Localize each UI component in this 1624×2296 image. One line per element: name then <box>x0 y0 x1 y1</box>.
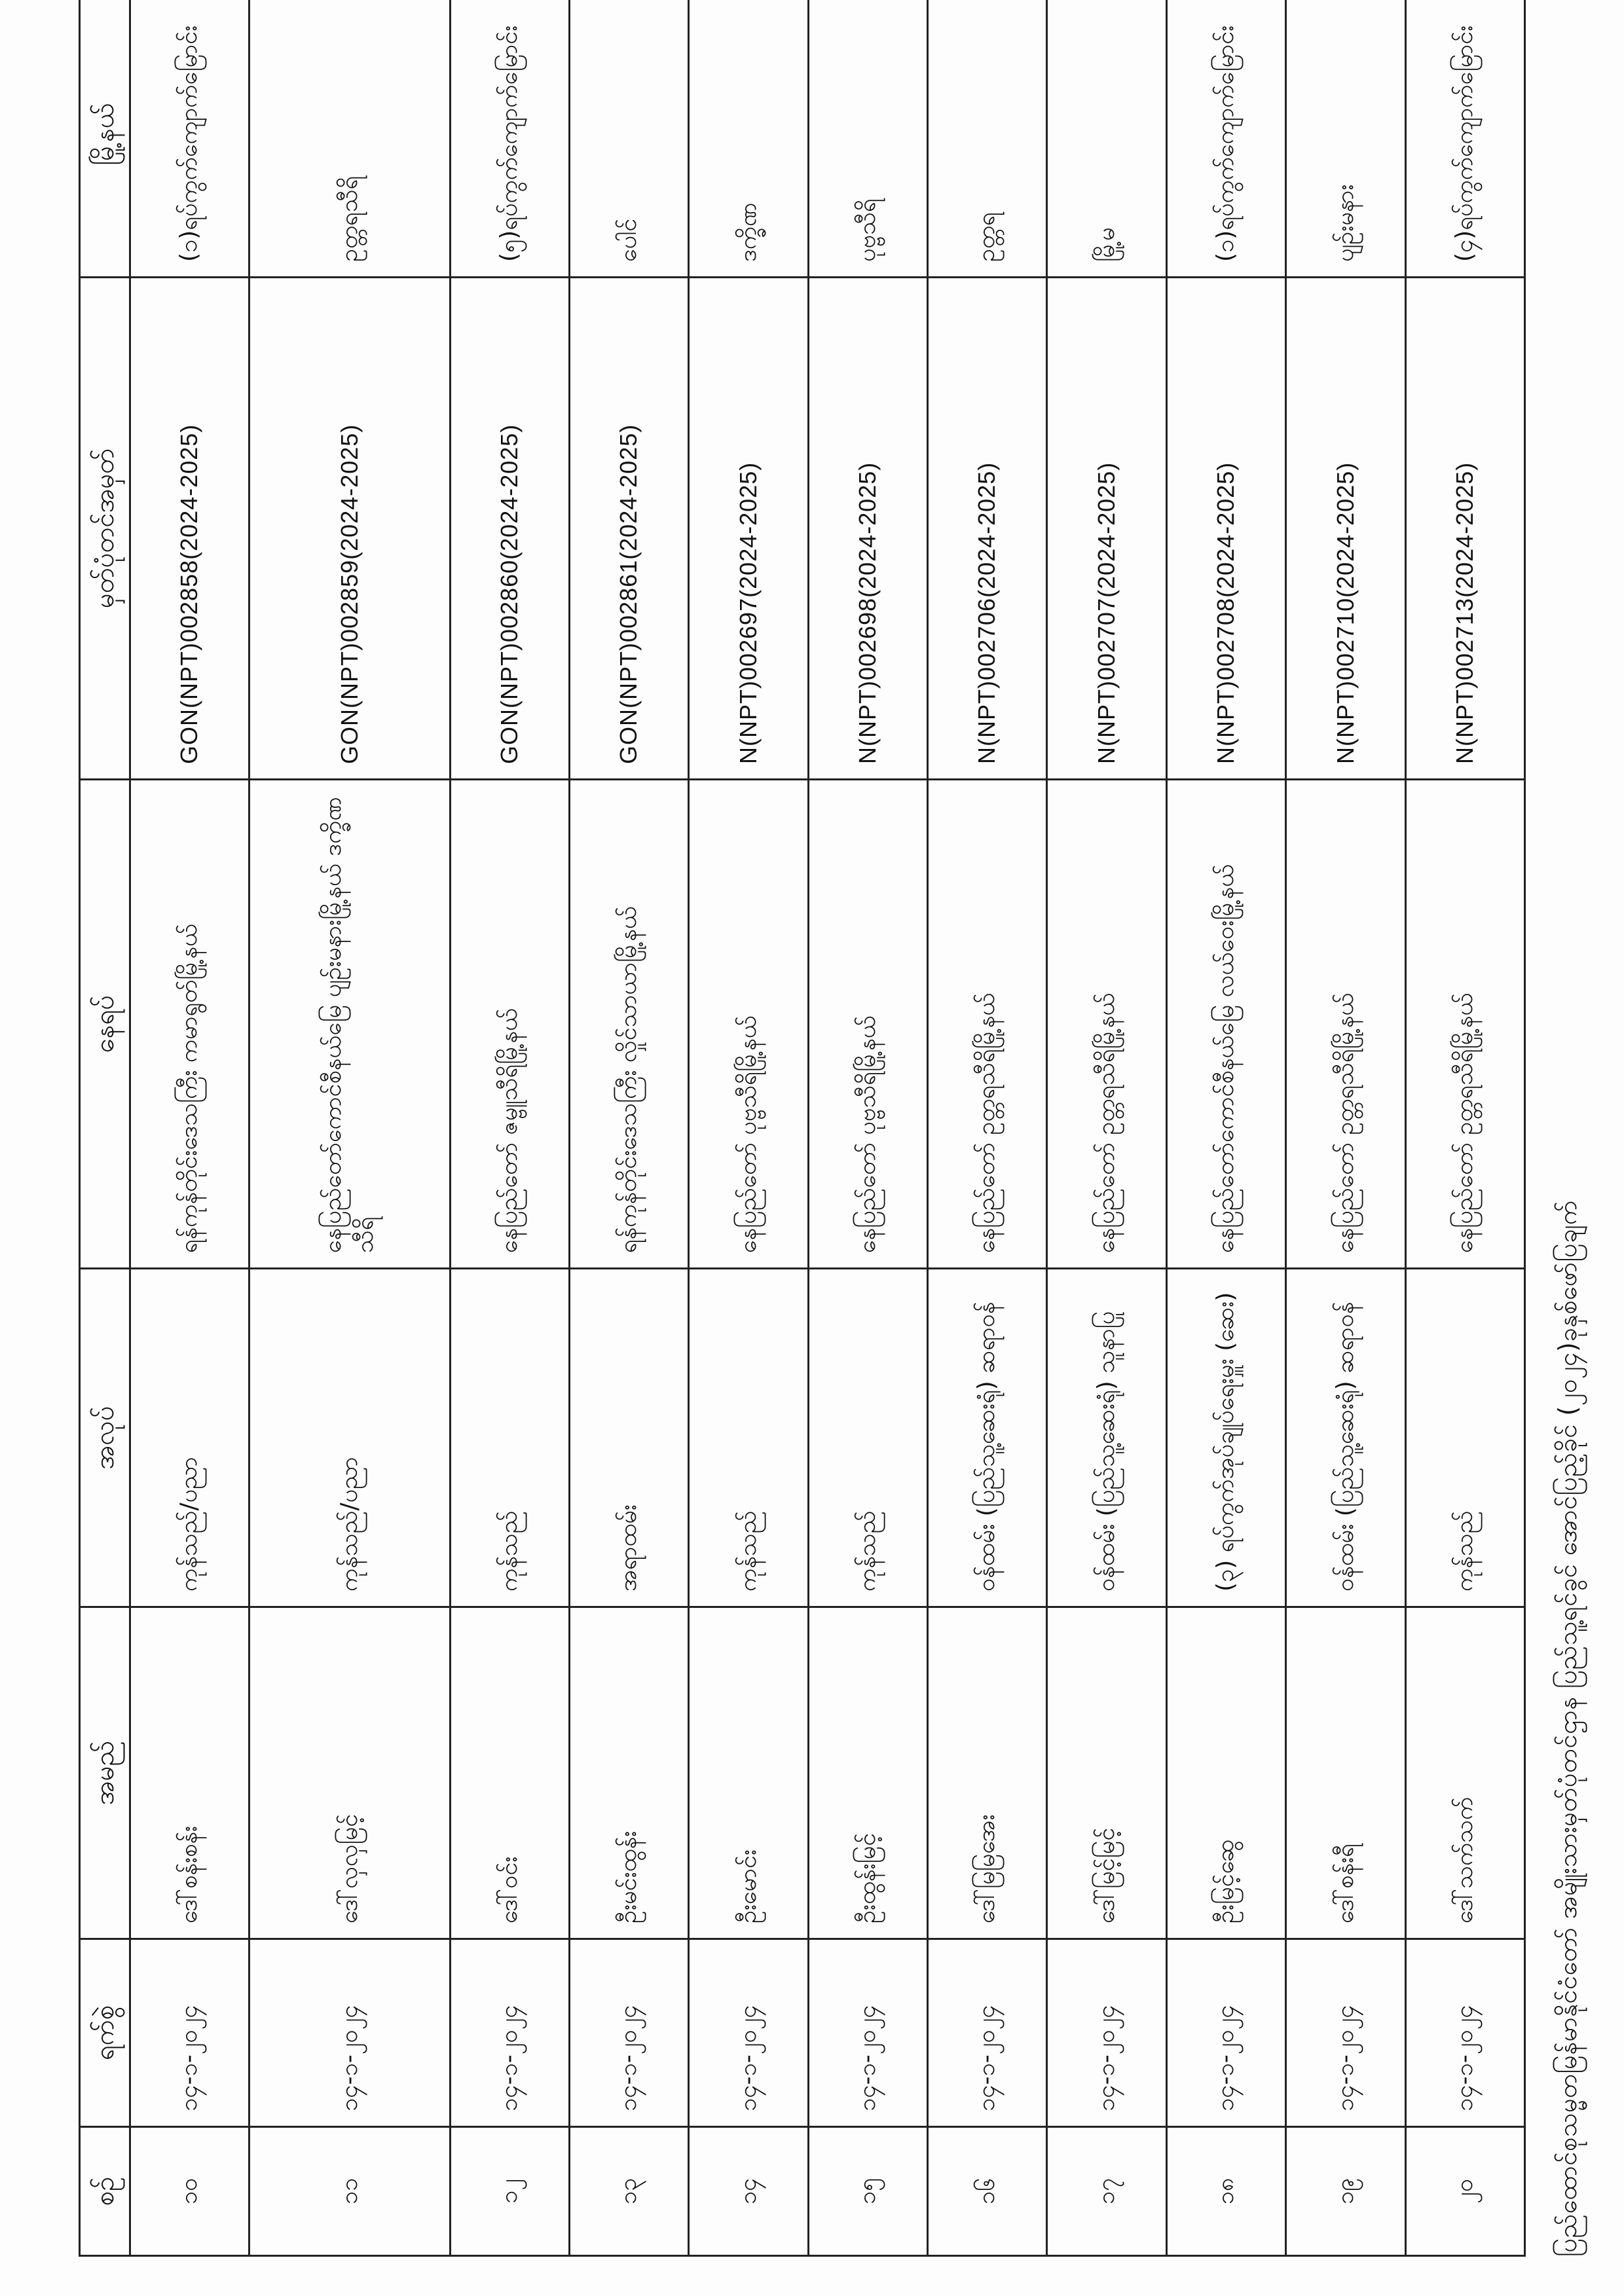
cell-address: နေပြည်တော် ဥတ္တရသီရိမြို့နယ် <box>1405 780 1524 1269</box>
cell-address: နေပြည်တော်ကောင်စီနယ်မြေ လယ်ဝေးမြို့နယ် <box>1166 780 1285 1269</box>
cell-township: (၅)ရပ်ကွက်ကျောက်မြောင်း <box>450 0 569 278</box>
cell-date: ၁၄-၁-၂၀၂၄ <box>808 1939 927 2127</box>
header-reg-no: မှတ်ပုံတင်အမှတ် <box>80 278 130 780</box>
header-no: စဉ် <box>80 2127 130 2256</box>
header-occupation: အလုပ် <box>80 1269 130 1607</box>
cell-occupation: ကုန်သည် <box>450 1269 569 1607</box>
cell-name: ဦးမြင့်ဆွေ <box>1166 1607 1285 1939</box>
cell-address: နေပြည်တော်ကောင်စီနယ်မြေ ပျဉ်းမနားမြို့နယ် ဒက္ခိဏသီရိ <box>249 780 450 1269</box>
cell-date: ၁၄-၁-၂၀၂၄ <box>450 1939 569 2127</box>
cell-address: နေပြည်တော် ပုဗ္ဗသီရိမြို့နယ် <box>808 780 927 1269</box>
cell-no: ၁၄ <box>689 2127 808 2256</box>
cell-name: ဒေါ်ဝင်း <box>450 1607 569 1939</box>
cell-occupation: ကုန်သည် <box>808 1269 927 1607</box>
cell-date: ၁၄-၁-၂၀၂၄ <box>569 1939 688 2127</box>
cell-reg-no: N(NPT)002713(2024-2025) <box>1405 278 1524 780</box>
cell-occupation: ကုန်သည်/ပညာ <box>130 1269 249 1607</box>
cell-date: ၁၄-၁-၂၀၂၄ <box>130 1939 249 2127</box>
table-row <box>689 0 808 2256</box>
cell-township: မြို့မ <box>1047 0 1166 278</box>
header-row <box>80 0 130 2256</box>
table-row <box>1166 0 1285 2256</box>
cell-reg-no: N(NPT)002707(2024-2025) <box>1047 278 1166 780</box>
cell-address: နေပြည်တော် ဥတ္တရသီရိမြို့နယ် <box>1047 780 1166 1269</box>
cell-reg-no: N(NPT)002708(2024-2025) <box>1166 278 1285 780</box>
table-row <box>569 0 688 2256</box>
table-row <box>928 0 1047 2256</box>
cell-occupation: ဝန်ထမ်း (ပြည်သူ့ဆေးရုံ) ဆရာဝန် <box>1286 1269 1405 1607</box>
cell-township: ပုဗ္ဗသီရိ <box>808 0 927 278</box>
document-title: ပြည်ထောင်စုသမ္မတမြန်မာနိုင်ငံတော် အမျိုးသားမှတ်ပုံတင်ဌာန ပြည်သူ့ရင်ခွင် အောင်ပြည့်ခိုင် (၂၀၂၄)ခုနှစ်ဖော်ပြချက် <box>1553 1200 1582 2257</box>
cell-reg-no: GON(NPT)002860(2024-2025) <box>450 278 569 780</box>
cell-township: (၄)ရပ်ကွက်ကျောက်မြောင်း <box>1405 0 1524 278</box>
cell-occupation: ဝန်ထမ်း (ပြည်သူ့ဆေးရုံ) သူနာပြု <box>1047 1269 1166 1607</box>
cell-address: နေပြည်တော် ဥတ္တရသီရိမြို့နယ် <box>1286 780 1405 1269</box>
cell-reg-no: GON(NPT)002861(2024-2025) <box>569 278 688 780</box>
cell-address: ရန်ကုန်တိုင်းဒေသကြီး ကမာရွတ်မြို့နယ် <box>130 780 249 1269</box>
cell-township: ပေါင် <box>569 0 688 278</box>
table-row <box>450 0 569 2256</box>
cell-name: ဒေါ်လှလှမြင့် <box>249 1607 450 1939</box>
table-row <box>1286 0 1405 2256</box>
cell-reg-no: N(NPT)002710(2024-2025) <box>1286 278 1405 780</box>
cell-reg-no: N(NPT)002697(2024-2025) <box>689 278 808 780</box>
cell-date: ၁၄-၁-၂၀၂၄ <box>928 1939 1047 2127</box>
cell-no: ၁၃ <box>569 2127 688 2256</box>
cell-name: ဦးထွန်းမြင့် <box>808 1607 927 1939</box>
cell-reg-no: GON(NPT)002858(2024-2025) <box>130 278 249 780</box>
cell-name: ဦးမင်းထွန်း <box>569 1607 688 1939</box>
cell-date: ၁၄-၁-၂၀၂၄ <box>1286 1939 1405 2127</box>
cell-name: ဒေါ်မြမြအေး <box>928 1607 1047 1939</box>
header-date: ရက်စွဲ <box>80 1939 130 2127</box>
cell-name: ဒေါ်စန်းရီ <box>1286 1607 1405 1939</box>
header-name: အမည် <box>80 1607 130 1939</box>
cell-date: ၁၄-၁-၂၀၂၄ <box>1166 1939 1285 2127</box>
table-row <box>1047 0 1166 2256</box>
header-address: နေရပ် <box>80 780 130 1269</box>
cell-reg-no: N(NPT)002698(2024-2025) <box>808 278 927 780</box>
cell-address: နေပြည်တော် ဥတ္တရသီရိမြို့နယ် <box>928 780 1047 1269</box>
table-row <box>249 0 450 2256</box>
cell-no: ၁၆ <box>928 2127 1047 2256</box>
cell-no: ၁၇ <box>1047 2127 1166 2256</box>
cell-date: ၁၄-၁-၂၀၂၄ <box>689 1939 808 2127</box>
table-row <box>1405 0 1524 2256</box>
register-table <box>79 0 1526 2257</box>
cell-date: ၁၄-၁-၂၀၂၄ <box>1047 1939 1166 2127</box>
cell-occupation: ကုန်သည် <box>689 1269 808 1607</box>
cell-address: နေပြည်တော် ပုဗ္ဗသီရိမြို့နယ် <box>689 780 808 1269</box>
cell-name: ဒေါ်စန်းစန်း <box>130 1607 249 1939</box>
cell-name: ဒေါ်သက်သက် <box>1405 1607 1524 1939</box>
cell-occupation: အရာထမ်း <box>569 1269 688 1607</box>
table-row <box>130 0 249 2256</box>
cell-address: ရန်ကုန်တိုင်းဒေသကြီး လှိုင်သာယာမြို့နယ် <box>569 780 688 1269</box>
cell-occupation: (၃) ရပ်ကွက်အုပ်ချုပ်ရေးမှူး (ဆေး) <box>1166 1269 1285 1607</box>
register-body <box>130 0 1525 2256</box>
cell-township: ဒက္ခိဏ <box>689 0 808 278</box>
cell-no: ၁၀ <box>130 2127 249 2256</box>
cell-township: ပျဉ်းမနား <box>1286 0 1405 278</box>
cell-no: ၂၀ <box>1405 2127 1524 2256</box>
cell-no: ၁၉ <box>1286 2127 1405 2256</box>
cell-no: ၁၅ <box>808 2127 927 2256</box>
cell-township: ဥတ္တရ <box>928 0 1047 278</box>
cell-occupation: ကုန်သည်/ပညာ <box>249 1269 450 1607</box>
cell-township: (၁)ရပ်ကွက်ကျောက်မြောင်း <box>130 0 249 278</box>
cell-date: ၁၄-၁-၂၀၂၄ <box>249 1939 450 2127</box>
cell-occupation: ဝန်ထမ်း (ပြည်သူ့ဆေးရုံ) ဆရာဝန် <box>928 1269 1047 1607</box>
table-row <box>808 0 927 2256</box>
cell-address: နေပြည်တော် ဇမ္ဗူသီရိမြို့နယ် <box>450 780 569 1269</box>
cell-township: (၁)ရပ်ကွက်ကျောက်မြောင်း <box>1166 0 1285 278</box>
cell-name: ဦးမောင်း <box>689 1607 808 1939</box>
cell-township: ဥတ္တရသီရိ <box>249 0 450 278</box>
cell-occupation: ကုန်သည် <box>1405 1269 1524 1607</box>
cell-no: ၁၈ <box>1166 2127 1285 2256</box>
cell-name: ဒေါ်မြင့်မြင့် <box>1047 1607 1166 1939</box>
cell-date: ၁၄-၁-၂၀၂၄ <box>1405 1939 1524 2127</box>
cell-reg-no: N(NPT)002706(2024-2025) <box>928 278 1047 780</box>
cell-no: ၁၁ <box>249 2127 450 2256</box>
header-township: မြို့နယ် <box>80 0 130 278</box>
cell-no: ၁၂ <box>450 2127 569 2256</box>
cell-reg-no: GON(NPT)002859(2024-2025) <box>249 278 450 780</box>
